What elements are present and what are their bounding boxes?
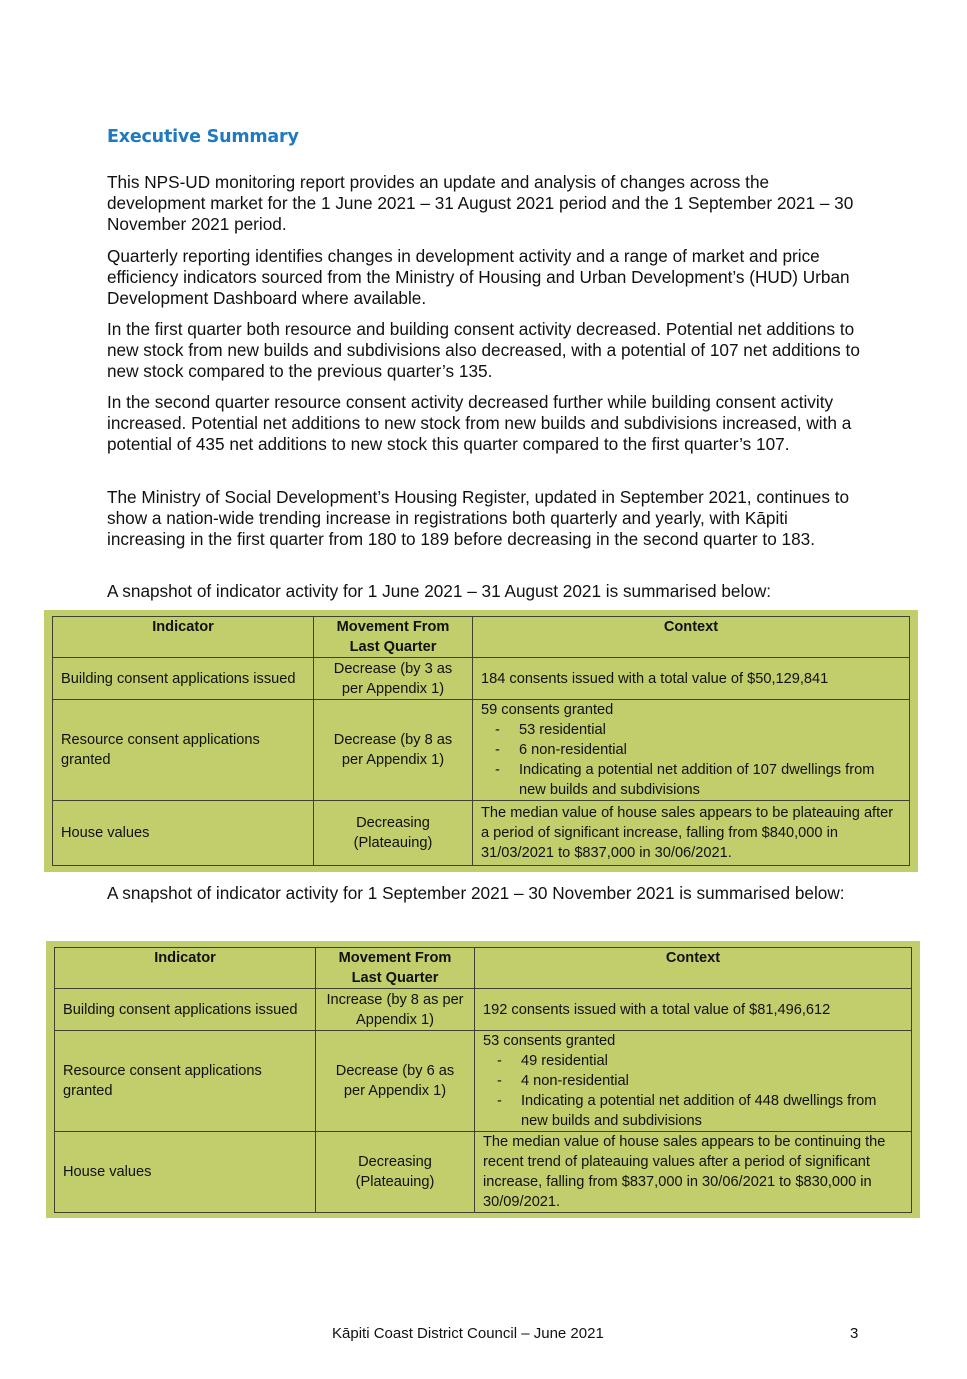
list-item: - 49 residential: [497, 1051, 903, 1071]
header-movement: Movement From Last Quarter: [314, 617, 473, 658]
section-heading: Executive Summary: [107, 127, 299, 147]
page-footer: Kāpiti Coast District Council – June 2021: [332, 1325, 604, 1342]
table-row-house-values: [53, 801, 910, 866]
table-row-resource-consent: [55, 1031, 912, 1132]
table-row-building-consent: [53, 658, 910, 700]
list-item: - 4 non-residential: [497, 1071, 903, 1091]
header-indicator: Indicator: [55, 948, 316, 989]
cell-context: The median value of house sales appears to be continuing the recent trend of plateauing values after a period of significant increase, falling from $837,000 in 30/06/2021 to $830,000 in 30/09/2021.: [475, 1132, 912, 1213]
header-context: Context: [473, 617, 910, 658]
cell-indicator: Resource consent applications granted: [53, 700, 314, 801]
header-movement: Movement From Last Quarter: [316, 948, 475, 989]
snapshot-2-intro: A snapshot of indicator activity for 1 September 2021 – 30 November 2021 is summarised below:: [107, 883, 845, 903]
cell-context: [475, 1031, 912, 1132]
cell-context: [473, 700, 910, 801]
page-number: 3: [850, 1325, 859, 1342]
indicator-table-q1-grid: [52, 616, 910, 866]
cell-indicator: House values: [53, 801, 314, 866]
cell-movement: Decrease (by 3 as per Appendix 1): [314, 658, 473, 700]
cell-movement: Decrease (by 8 as per Appendix 1): [314, 700, 473, 801]
header-context: Context: [475, 948, 912, 989]
cell-indicator: Building consent applications issued: [53, 658, 314, 700]
cell-context: 192 consents issued with a total value of $81,496,612: [475, 989, 912, 1031]
header-indicator: Indicator: [53, 617, 314, 658]
cell-movement: Increase (by 8 as per Appendix 1): [316, 989, 475, 1031]
summary-paragraph-4: In the second quarter resource consent activity decreased further while building consent activity increased. Potential net additions to new stock from new builds and subdivisions increased, with a potential of 435 net additions to new stock this quarter compared to the first quarter’s 107.: [107, 392, 852, 454]
context-intro: 53 consents granted: [483, 1033, 616, 1049]
cell-movement: Decrease (by 6 as per Appendix 1): [316, 1031, 475, 1132]
table-row-building-consent: [55, 989, 912, 1031]
cell-indicator: House values: [55, 1132, 316, 1213]
summary-paragraph-1: This NPS-UD monitoring report provides an update and analysis of changes across the development market for the 1 June 2021 – 31 August 2021 period and the 1 September 2021 – 30 November 2021 period.: [107, 172, 854, 234]
indicator-table-q2: [46, 941, 920, 1218]
cell-indicator: Building consent applications issued: [55, 989, 316, 1031]
summary-paragraph-2: Quarterly reporting identifies changes in development activity and a range of market and price efficiency indicators sourced from the Ministry of Housing and Urban Development’s (HUD) Urban Development Dashboard where available.: [107, 246, 850, 308]
summary-paragraph-5: The Ministry of Social Development’s Housing Register, updated in September 2021, continues to show a nation-wide trending increase in registrations both quarterly and yearly, with Kāpiti increasing in the first quarter from 180 to 189 before decreasing in the second quarter to 183.: [107, 487, 850, 549]
summary-paragraph-3: In the first quarter both resource and building consent activity decreased. Potential net additions to new stock from new builds and subdivisions also decreased, with a potential of 107 net additions to new stock compared to the previous quarter’s 135.: [107, 319, 860, 381]
indicator-table-q2-grid: [54, 947, 912, 1213]
list-item: - Indicating a potential net addition of 448 dwellings from new builds and subdivisions: [497, 1091, 903, 1131]
list-item: - 53 residential: [495, 720, 901, 740]
cell-context: The median value of house sales appears to be plateauing after a period of significant increase, falling from $840,000 in 31/03/2021 to $837,000 in 30/06/2021.: [473, 801, 910, 866]
indicator-table-q1: [44, 610, 918, 872]
context-intro: 59 consents granted: [481, 702, 614, 718]
context-list: [481, 720, 901, 800]
cell-context: 184 consents issued with a total value of $50,129,841: [473, 658, 910, 700]
context-list: [483, 1051, 903, 1131]
cell-movement: Decreasing (Plateauing): [316, 1132, 475, 1213]
table-header-row: [55, 948, 912, 989]
cell-movement: Decreasing (Plateauing): [314, 801, 473, 866]
list-item: - 6 non-residential: [495, 740, 901, 760]
list-item: - Indicating a potential net addition of 107 dwellings from new builds and subdivisions: [495, 760, 901, 800]
snapshot-1-intro: A snapshot of indicator activity for 1 June 2021 – 31 August 2021 is summarised below:: [107, 581, 772, 601]
table-row-house-values: [55, 1132, 912, 1213]
table-row-resource-consent: [53, 700, 910, 801]
cell-indicator: Resource consent applications granted: [55, 1031, 316, 1132]
table-header-row: [53, 617, 910, 658]
